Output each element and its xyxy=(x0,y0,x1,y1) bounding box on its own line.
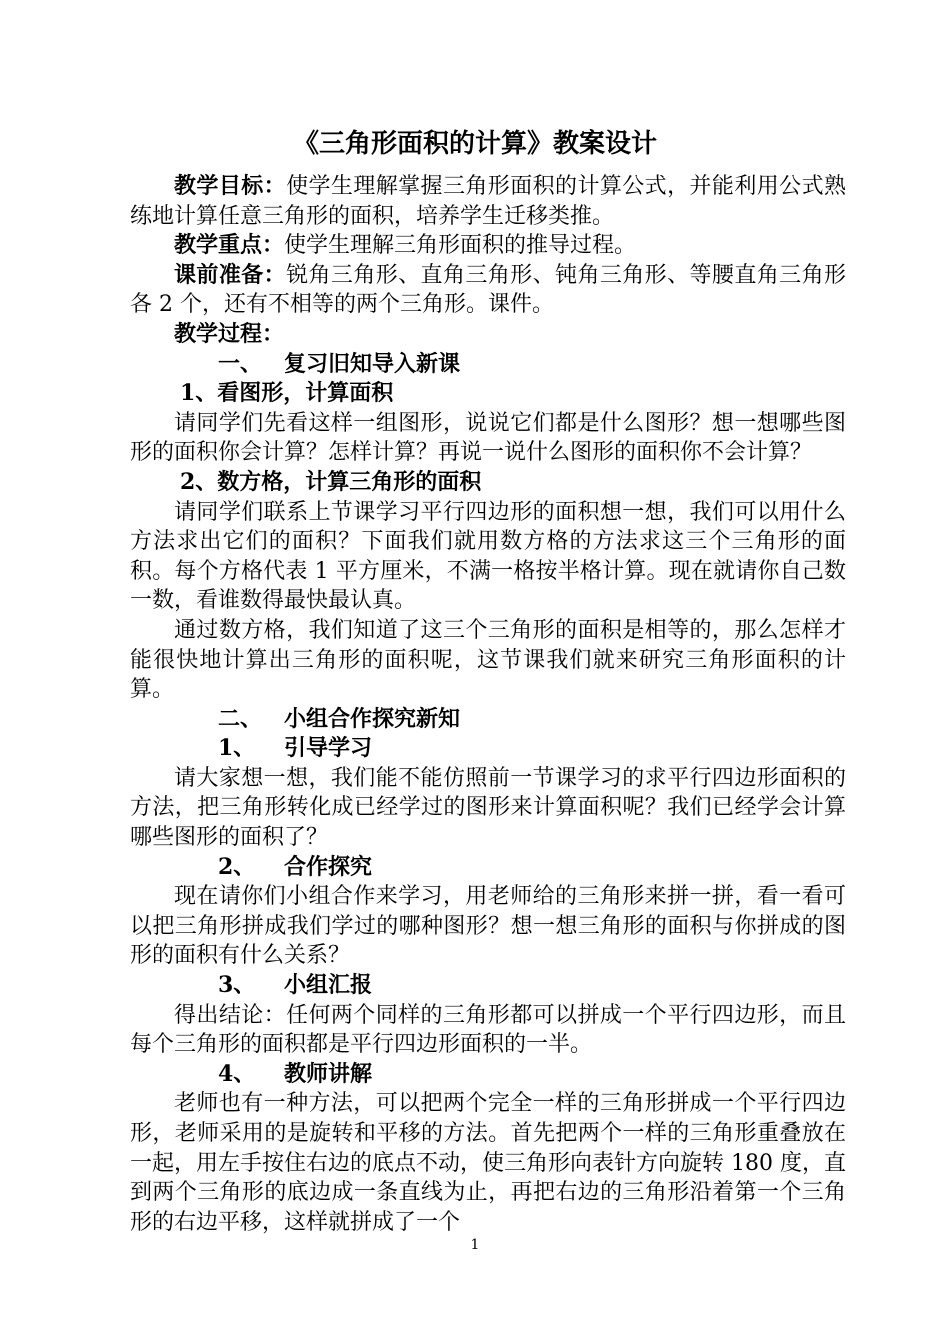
section2-item3-number: 3、 xyxy=(218,972,256,999)
section2-item2-title: 合作探究 xyxy=(284,853,373,880)
section2-item4-text: 老师也有一种方法，可以把两个完全一样的三角形拼成一个平行四边形，老师采用的是旋转和平移的方法。首先把两个一样的三角形重叠放在一起，用左手按住右边的底点不动，使三角形向表针方向旋转 180 度，直到两个三角形的底边成一条直线为止，再把右边的三角形沿着第一个三角形的右边平移，这样就拼成了一个 xyxy=(130,1091,846,1235)
process-label: 教学过程： xyxy=(174,320,285,347)
objectives-label: 教学目标： xyxy=(174,173,287,199)
section2-number: 二、 xyxy=(218,705,263,732)
section2-title: 小组合作探究新知 xyxy=(284,705,461,732)
section1-title: 复习旧知导入新课 xyxy=(284,350,461,377)
objectives-text: 使学生理解掌握三角形面积的计算公式，并能利用公式熟练地计算任意三角形的面积，培养学生迁移类推。 xyxy=(130,174,846,229)
section1-sub2-heading: 2、数方格，计算三角形的面积 xyxy=(180,468,482,495)
section1-sub2-text1: 请同学们联系上节课学习平行四边形的面积想一想，我们可以用什么方法求出它们的面积？下面我们就用数方格的方法求这三个三角形的面积。每个方格代表 1 平方厘米，不满一格按半格计算。现在就请你自己数一数，看谁数得最快最认真。 xyxy=(130,499,846,614)
section1-number: 一、 xyxy=(218,350,263,377)
section2-item2-number: 2、 xyxy=(218,853,256,880)
section2-item2-text: 现在请你们小组合作来学习，用老师给的三角形来拼一拼，看一看可以把三角形拼成我们学过的哪种图形？想一想三角形的面积与你拼成的图形的面积有什么关系？ xyxy=(130,884,846,969)
section2-item1-text: 请大家想一想，我们能不能仿照前一节课学习的求平行四边形面积的方法，把三角形转化成已经学过的图形来计算面积呢？我们已经学会计算哪些图形的面积了？ xyxy=(130,765,846,851)
key-point-label: 教学重点： xyxy=(174,232,285,259)
section2-heading xyxy=(130,705,846,735)
key-point-text: 使学生理解三角形面积的推导过程。 xyxy=(284,233,637,259)
document-title: 《三角形面积的计算》教案设计 xyxy=(292,129,657,159)
section2-item3-title: 小组汇报 xyxy=(284,972,373,999)
section2-item2-heading xyxy=(130,853,846,883)
preparation-label: 课前准备： xyxy=(174,261,287,288)
section1-sub2-text2: 通过数方格，我们知道了这三个三角形的面积是相等的，那么怎样才能很快地计算出三角形的面积呢，这节课我们就来研究三角形面积的计算。 xyxy=(130,617,846,703)
section2-item4-number: 4、 xyxy=(218,1060,256,1087)
page-number: 1 xyxy=(470,1237,480,1253)
key-point-paragraph xyxy=(130,231,846,261)
section1-sub1-text: 请同学们先看这样一组图形，说说它们都是什么图形？想一想哪些图形的面积你会计算？怎样计算？再说一说什么图形的面积你不会计算？ xyxy=(130,410,846,466)
section1-heading xyxy=(130,350,846,380)
section2-item1-heading xyxy=(130,734,846,764)
preparation-paragraph xyxy=(130,261,846,320)
document-body xyxy=(130,172,846,1237)
objectives-paragraph xyxy=(130,172,846,231)
section1-sub1-heading: 1、看图形，计算面积 xyxy=(180,380,394,407)
section2-item1-title: 引导学习 xyxy=(284,735,373,762)
section2-item3-heading xyxy=(130,971,846,1001)
section2-item3-text: 得出结论：任何两个同样的三角形都可以拼成一个平行四边形，而且每个三角形的面积都是平行四边形面积的一半。 xyxy=(130,1002,846,1058)
section2-item1-number: 1、 xyxy=(218,735,256,762)
preparation-text: 锐角三角形、直角三角形、钝角三角形、等腰直角三角形各 2 个，还有不相等的两个三角形。课件。 xyxy=(130,262,846,318)
section2-item4-heading xyxy=(130,1060,846,1090)
section2-item4-title: 教师讲解 xyxy=(284,1060,373,1087)
